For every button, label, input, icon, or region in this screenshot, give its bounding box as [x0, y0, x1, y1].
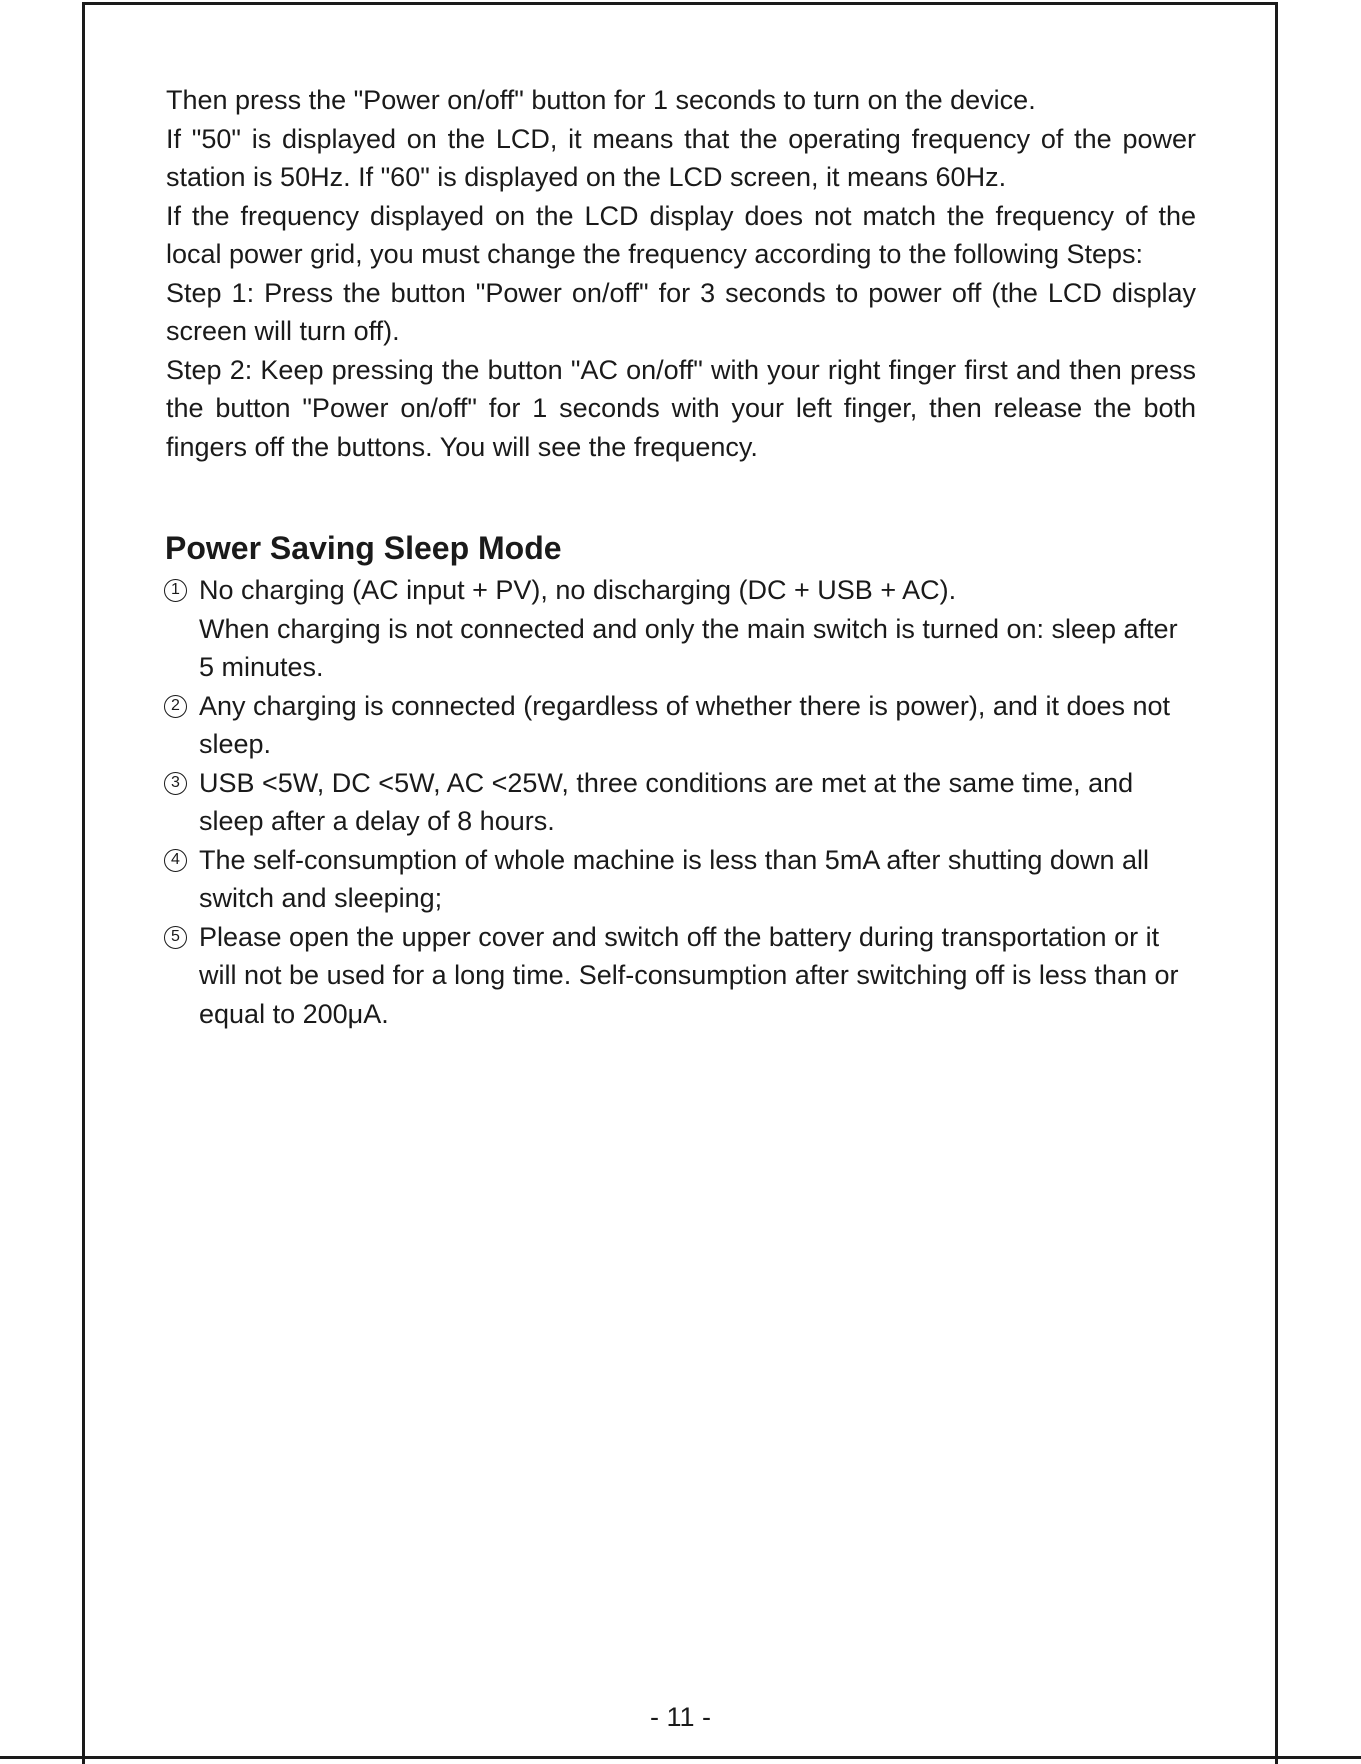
circled-number-icon: 2 [164, 695, 187, 718]
sleep-mode-list [164, 571, 1196, 1033]
page-number: - 11 - [649, 1702, 711, 1732]
circled-number-icon: 1 [164, 579, 187, 602]
list-item-line: The self-consumption of whole machine is less than 5mA after shutting down all switch and sleeping; [199, 844, 1149, 913]
frequency-instructions [166, 81, 1196, 466]
paragraph-frequency-display: If "50" is displayed on the LCD, it means that the operating frequency of the power station is 50Hz. If "60" is displayed on the LCD screen, it means 60Hz. [166, 123, 1196, 192]
section-title: Power Saving Sleep Mode [165, 530, 562, 566]
paragraph-step-2: Step 2: Keep pressing the button "AC on/off" with your right finger first and then press the button "Power on/off" for 1 seconds with your left finger, then release the both fingers off the buttons. You will see the frequency. [166, 354, 1196, 462]
list-item-text [199, 687, 1196, 764]
page-content [166, 81, 1196, 1033]
list-item [164, 918, 1196, 1034]
list-item [164, 764, 1196, 841]
list-item-line: When charging is not connected and only the main switch is turned on: sleep after 5 minutes. [199, 613, 1178, 682]
list-item [164, 571, 1196, 687]
list-item-text [199, 918, 1196, 1034]
list-item [164, 841, 1196, 918]
list-item-text [199, 841, 1196, 918]
list-item-line: No charging (AC input + PV), no discharging (DC + USB + AC). [199, 575, 957, 605]
list-item-text [199, 571, 1196, 687]
bottom-rule [0, 1756, 1361, 1759]
circled-number-icon: 5 [164, 926, 187, 949]
circled-number-icon: 3 [164, 772, 187, 795]
list-item [164, 687, 1196, 764]
list-item-line: Please open the upper cover and switch off the battery during transportation or it will not be used for a long time. Self-consumption after switching off is less than or equal to 200μA. [199, 921, 1179, 1029]
list-item-text [199, 764, 1196, 841]
paragraph-step-1: Step 1: Press the button "Power on/off" for 3 seconds to power off (the LCD display screen will turn off). [166, 277, 1196, 346]
list-item-line: USB <5W, DC <5W, AC <25W, three conditions are met at the same time, and sleep after a delay of 8 hours. [199, 767, 1134, 836]
circled-number-icon: 4 [164, 849, 187, 872]
paragraph-frequency-mismatch: If the frequency displayed on the LCD display does not match the frequency of the local power grid, you must change the frequency according to the following Steps: [166, 200, 1196, 269]
list-item-line: Any charging is connected (regardless of whether there is power), and it does not sleep. [199, 690, 1171, 759]
paragraph-power-on: Then press the "Power on/off" button for 1 seconds to turn on the device. [166, 85, 1036, 115]
